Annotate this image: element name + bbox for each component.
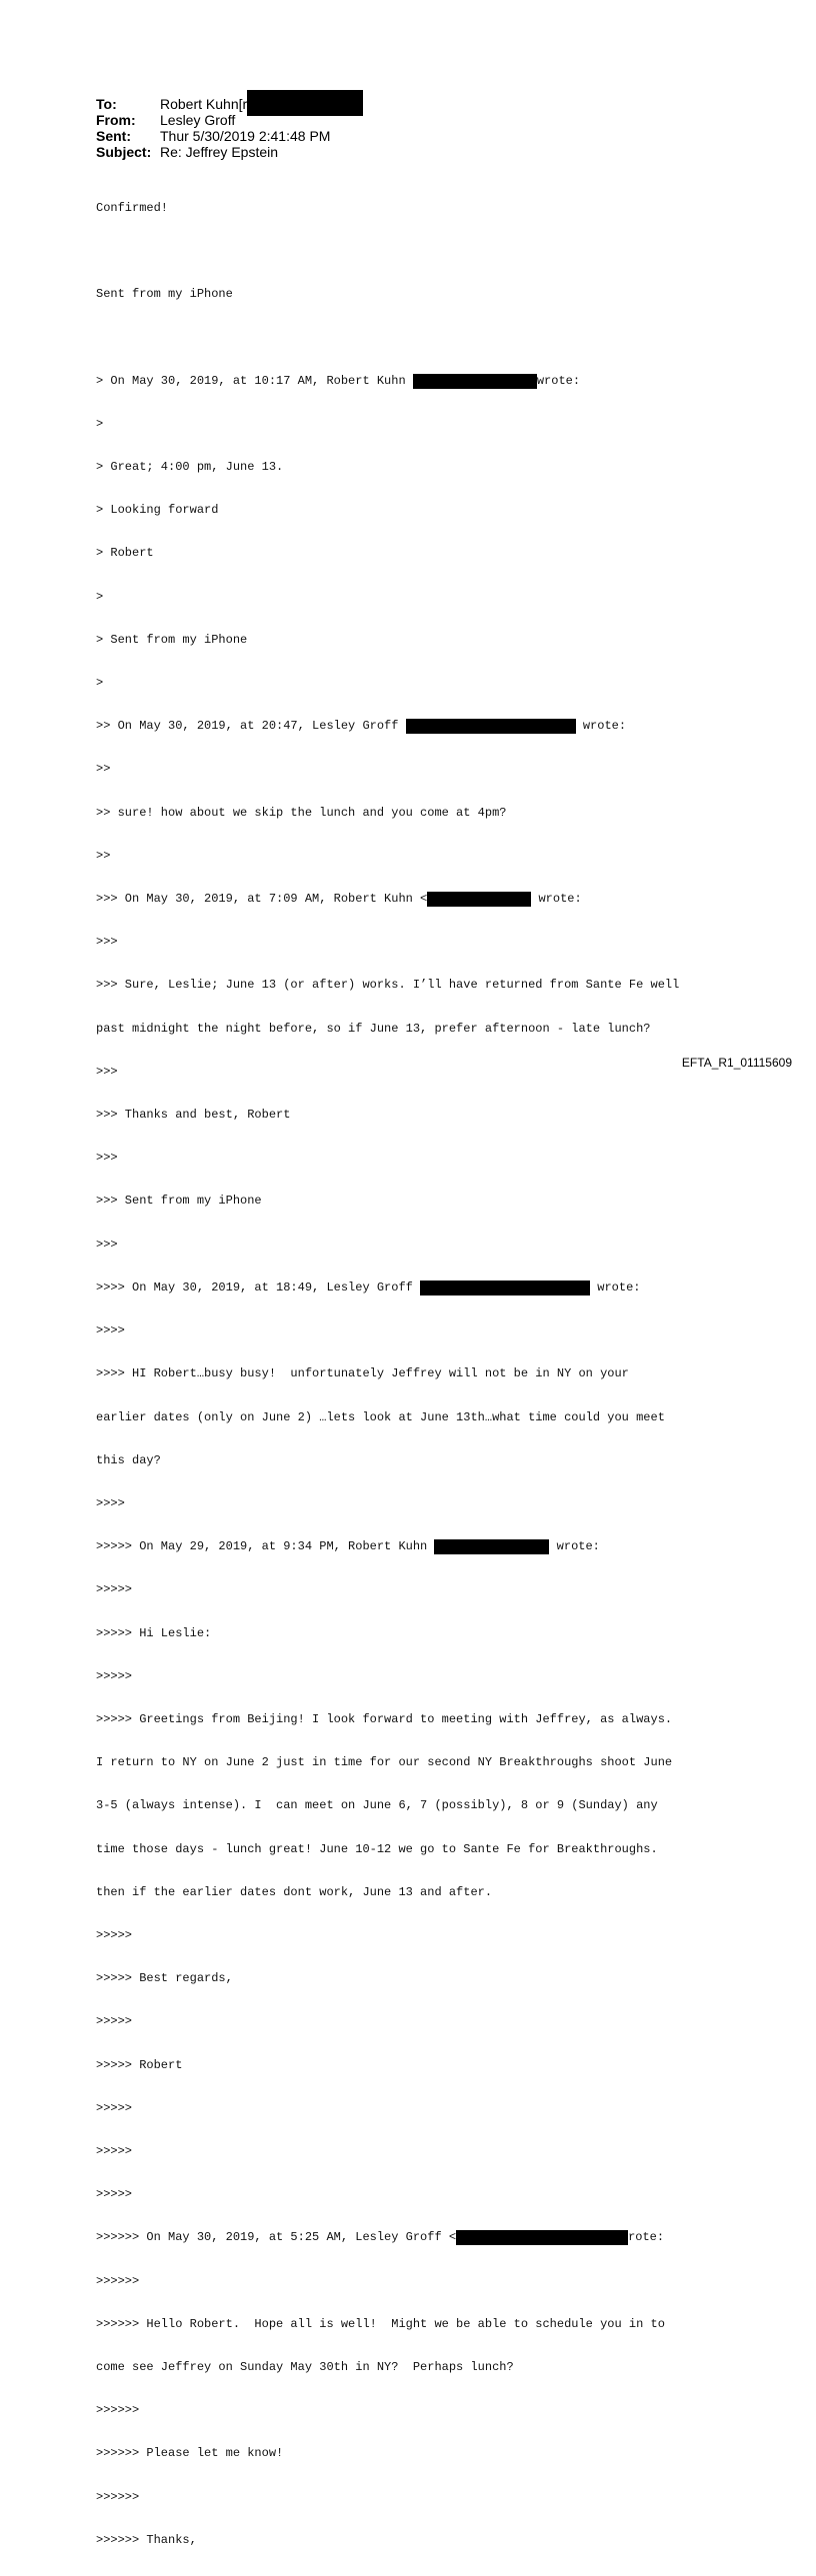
body-line: earlier dates (only on June 2) …lets look at June 13th…what time could you meet <box>96 1409 665 1424</box>
redaction-box <box>434 1539 549 1554</box>
subject-value: Re: Jeffrey Epstein <box>160 144 279 160</box>
body-line: >>> <box>96 1237 118 1252</box>
body-line: >>>>>> Please let me know! <box>96 2446 284 2461</box>
body-line: > <box>96 676 104 691</box>
body-line: >> <box>96 848 111 863</box>
body-line: this day? <box>96 1452 161 1467</box>
subject-label: Subject: <box>96 144 152 160</box>
body-line: >>>>>> Thanks, <box>96 2532 197 2547</box>
body-line: past midnight the night before, so if June 13, prefer afternoon - late lunch? <box>96 1021 651 1036</box>
body-line: >>> <box>96 1151 118 1166</box>
body-line: >>> Sure, Leslie; June 13 (or after) works. I’ll have returned from Sante Fe well <box>96 978 680 993</box>
body-line: >>>> <box>96 1495 125 1510</box>
body-line: >>> <box>96 935 118 950</box>
sent-row <box>96 128 363 144</box>
redaction-box <box>413 374 537 389</box>
quote-header-line: >> On May 30, 2019, at 20:47, Lesley Groff wrote: <box>96 719 627 734</box>
email-header <box>96 96 363 160</box>
body-line: > Looking forward <box>96 503 219 518</box>
body-line: >>>>> <box>96 2014 133 2029</box>
body-line: >> sure! how about we skip the lunch and you come at 4pm? <box>96 805 507 820</box>
redaction-box <box>247 90 363 116</box>
body-line: time those days - lunch great! June 10-12 we go to Sante Fe for Breakthroughs. <box>96 1841 658 1856</box>
body-line: Sent from my iPhone <box>96 287 233 302</box>
quote-header-line: >>>>>> On May 30, 2019, at 5:25 AM, Lesley Groff < rote: <box>96 2230 665 2245</box>
to-row <box>96 96 363 112</box>
quote-header-line: >>>> On May 30, 2019, at 18:49, Lesley Groff wrote: <box>96 1280 641 1294</box>
body-line: >>>>> <box>96 1927 133 1942</box>
from-value: Lesley Groff <box>160 112 236 128</box>
body-line: > Robert <box>96 546 154 561</box>
body-line: > Sent from my iPhone <box>96 632 248 647</box>
bates-number: EFTA_R1_01115609 <box>681 1056 792 1070</box>
body-line: >>>>> Best regards, <box>96 1971 233 1986</box>
body-line: >>>>> <box>96 2100 133 2115</box>
body-line: >>>> <box>96 1323 125 1338</box>
body-line: >>>>>> <box>96 2273 140 2288</box>
body-line: > <box>96 589 104 604</box>
body-line: I return to NY on June 2 just in time for our second NY Breakthroughs shoot June <box>96 1755 673 1770</box>
redaction-box <box>427 892 531 907</box>
sent-label: Sent: <box>96 128 131 144</box>
quote-header-line: >>> On May 30, 2019, at 7:09 AM, Robert Kuhn < wrote: <box>96 892 582 907</box>
redaction-box <box>420 1281 590 1295</box>
sent-value: Thur 5/30/2019 2:41:48 PM <box>160 128 331 144</box>
body-line: >> <box>96 762 111 777</box>
body-line: > <box>96 416 104 431</box>
body-line: >>>>> Robert <box>96 2057 183 2072</box>
body-line: 3-5 (always intense). I can meet on June 6, 7 (possibly), 8 or 9 (Sunday) any <box>96 1798 658 1813</box>
subject-row <box>96 144 363 160</box>
body-line: >>>>>> <box>96 2489 140 2504</box>
to-value: Robert Kuhn[r <box>160 96 363 112</box>
body-line: >>>>>> Hello Robert. Hope all is well! Might we be able to schedule you in to <box>96 2316 665 2331</box>
body-line: >>>>> Greetings from Beijing! I look forward to meeting with Jeffrey, as always. <box>96 1711 673 1726</box>
quote-header-line: > On May 30, 2019, at 10:17 AM, Robert Kuhn wrote: <box>96 373 581 388</box>
from-label: From: <box>96 112 136 128</box>
quote-header-line: >>>>> On May 29, 2019, at 9:34 PM, Robert Kuhn wrote: <box>96 1539 600 1554</box>
body-line: then if the earlier dates dont work, June 13 and after. <box>96 1884 493 1899</box>
body-line: >>>>> <box>96 1668 133 1683</box>
body-line: >>>>> <box>96 2187 133 2202</box>
body-line: >>>>> Hi Leslie: <box>96 1625 212 1640</box>
body-line: >>> Thanks and best, Robert <box>96 1108 291 1123</box>
body-line: >>> Sent from my iPhone <box>96 1194 262 1209</box>
redaction-box <box>456 2230 628 2245</box>
body-line: >>>> HI Robert…busy busy! unfortunately Jeffrey will not be in NY on your <box>96 1366 629 1381</box>
body-line: come see Jeffrey on Sunday May 30th in NY? Perhaps lunch? <box>96 2359 514 2374</box>
body-line: >>>>> <box>96 1582 133 1597</box>
body-line: >>>>> <box>96 2143 133 2158</box>
body-line: > Great; 4:00 pm, June 13. <box>96 460 284 475</box>
body-line: >>>>>> <box>96 2403 140 2418</box>
to-label: To: <box>96 96 117 112</box>
blank-line <box>96 244 679 258</box>
body-line: Confirmed! <box>96 200 169 215</box>
blank-line <box>96 330 679 344</box>
redaction-box <box>406 719 576 734</box>
email-body <box>96 172 679 2576</box>
body-line: >>> <box>96 1064 118 1079</box>
